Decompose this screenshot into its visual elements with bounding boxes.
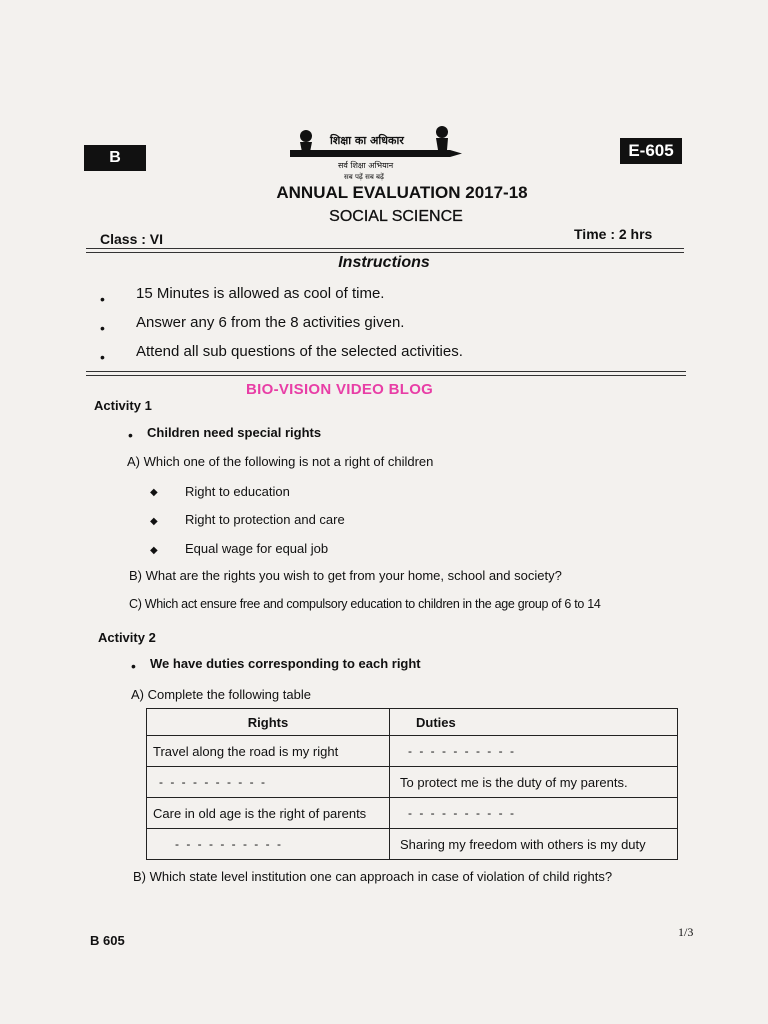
table-cell: To protect me is the duty of my parents.	[390, 767, 678, 798]
instruction-item: Attend all sub questions of the selected activities.	[136, 343, 463, 360]
logo-text-bot: सब पढ़ें सब बढ़ें	[344, 173, 384, 181]
footer-code: B 605	[90, 933, 125, 948]
diamond-bullet-icon: ◆	[150, 487, 158, 498]
blank-line: - - - - - - - - - -	[147, 829, 390, 860]
logo-text-mid: सर्व शिक्षा अभियान	[338, 161, 394, 170]
table-row	[147, 736, 678, 767]
exam-title: ANNUAL EVALUATION 2017-18	[276, 183, 528, 202]
diamond-bullet-icon: ◆	[150, 516, 158, 527]
table-header-row	[147, 709, 678, 736]
time-label: Time : 2 hrs	[574, 226, 653, 242]
blog-banner: BIO-VISION VIDEO BLOG	[246, 381, 434, 398]
divider	[86, 371, 686, 372]
column-header-duties: Duties	[390, 709, 678, 736]
option-item: Right to education	[185, 484, 290, 499]
activity-2-title: Activity 2	[98, 630, 156, 645]
blank-line: - - - - - - - - - -	[147, 767, 390, 798]
instruction-item: 15 Minutes is allowed as cool of time.	[136, 285, 385, 302]
diamond-bullet-icon: ◆	[150, 545, 158, 556]
option-item: Equal wage for equal job	[185, 541, 329, 556]
activity-1-question-b: B) What are the rights you wish to get from your home, school and society?	[129, 568, 562, 583]
column-header-rights: Rights	[147, 709, 390, 736]
activity-2-question-a: A) Complete the following table	[131, 687, 311, 702]
activity-1-question-a: A) Which one of the following is not a right of children	[127, 454, 434, 469]
table-row	[147, 829, 678, 860]
bullet-icon: •	[100, 349, 105, 365]
activity-1-title: Activity 1	[94, 398, 152, 413]
bullet-icon: •	[131, 658, 136, 674]
divider	[86, 375, 686, 376]
bullet-icon: •	[100, 320, 105, 336]
table-cell: Care in old age is the right of parents	[147, 798, 390, 829]
class-label: Class : VI	[100, 231, 164, 247]
divider	[86, 252, 684, 253]
instruction-item: Answer any 6 from the 8 activities given.	[136, 314, 405, 331]
subject-title: SOCIAL SCIENCE	[329, 208, 463, 225]
bullet-icon: •	[100, 291, 105, 307]
logo-text-top: शिक्षा का अधिकार	[330, 134, 404, 147]
ssa-logo	[282, 122, 466, 184]
bullet-icon: •	[128, 427, 133, 443]
rights-duties-table	[146, 708, 678, 860]
blank-line: - - - - - - - - - -	[390, 798, 678, 829]
activity-2-topic: We have duties corresponding to each right	[150, 656, 421, 671]
paper-code-left: B	[84, 145, 146, 171]
page-number: 1/3	[678, 925, 694, 939]
paper-code-right: E-605	[620, 138, 682, 164]
instructions-heading: Instructions	[338, 254, 430, 271]
table-row	[147, 767, 678, 798]
table-cell: Sharing my freedom with others is my duty	[390, 829, 678, 860]
activity-2-question-b: B) Which state level institution one can approach in case of violation of child rights?	[133, 869, 613, 884]
divider	[86, 248, 684, 249]
table-cell: Travel along the road is my right	[147, 736, 390, 767]
blank-line: - - - - - - - - - -	[390, 736, 678, 767]
activity-1-question-c: C) Which act ensure free and compulsory education to children in the age group of 6 to 14	[129, 597, 601, 611]
table-row	[147, 798, 678, 829]
option-item: Right to protection and care	[185, 512, 345, 527]
activity-1-topic: Children need special rights	[147, 425, 322, 440]
